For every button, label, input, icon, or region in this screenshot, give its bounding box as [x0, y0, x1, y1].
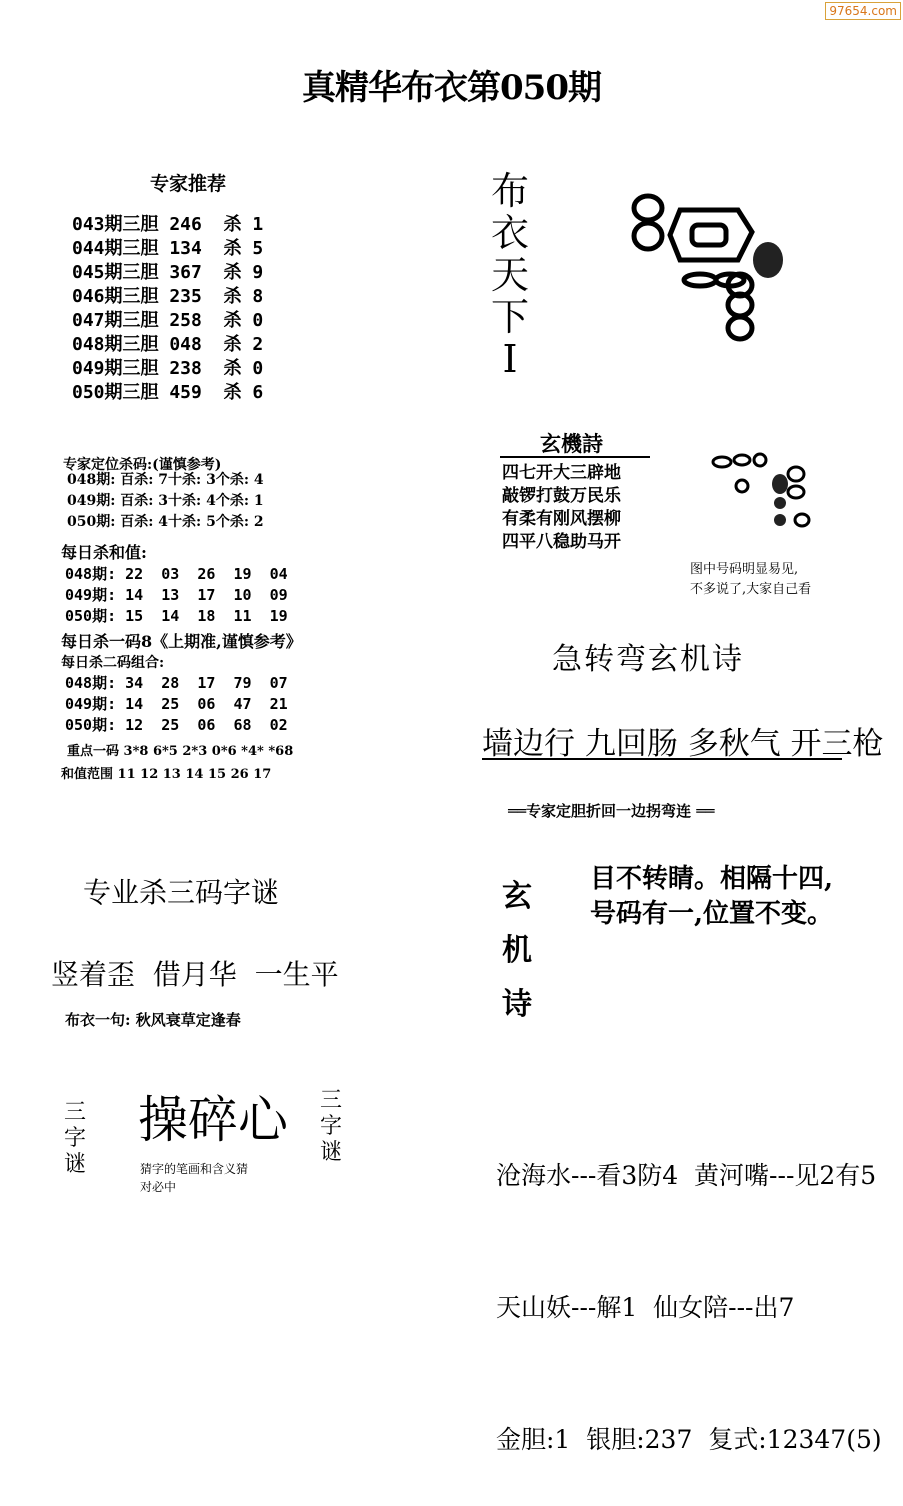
bottom-line: 天山妖---解1 仙女陪---出7	[496, 1293, 795, 1322]
expert-heading: 专家推荐	[150, 173, 227, 195]
buyi-char: 布	[490, 169, 529, 213]
sum-rows	[65, 564, 288, 627]
dingdan-line-1: 目不转睛。相隔十四,	[590, 864, 834, 894]
one-code: 每日杀一码8《上期准,谨慎参考》	[61, 632, 302, 651]
jizhuan-heading: 急转弯玄机诗	[552, 642, 744, 677]
clue-drawing-large	[620, 180, 790, 350]
xuanji-small-lines	[502, 462, 621, 554]
positional-heading: 专家定位杀码:(谨慎参考)	[63, 457, 222, 473]
positional-rows	[67, 470, 264, 533]
expert-row: 046期三胆 235 杀 8	[72, 286, 264, 307]
two-code-row: 049期: 14 25 06 47 21	[65, 695, 288, 713]
bottom-lines	[496, 1066, 882, 1506]
key-code: 重点一码 3*8 6*5 2*3 0*6 *4* *68	[67, 744, 294, 759]
xuanji-line: 四平八稳助马开	[502, 532, 621, 552]
dingdan-char: 玄	[502, 879, 532, 914]
two-code-heading: 每日杀二码组合:	[61, 655, 165, 671]
positional-row: 050期: 百杀: 4十杀: 5个杀: 2	[67, 514, 264, 530]
xuanji-line: 有柔有刚风摆柳	[502, 509, 621, 529]
expert-row: 049期三胆 238 杀 0	[72, 358, 264, 379]
bottom-line: 沧海水---看3防4 黄河嘴---见2有5	[496, 1161, 877, 1190]
expert-row: 043期三胆 246 杀 1	[72, 214, 264, 235]
expert-panel	[60, 165, 360, 415]
riddle-hint-2: 对必中	[140, 1180, 177, 1194]
dingdan-heading: ══专家定胆折回一边拐弯连 ══	[508, 802, 715, 820]
bottom-line: 金胆:1 银胆:237 复式:12347(5)	[496, 1425, 882, 1454]
buyi-char: 衣	[490, 211, 529, 255]
riddle-hint-1: 猜字的笔画和含义猜	[140, 1162, 249, 1176]
two-code-rows	[65, 673, 288, 736]
jizhuan-phrase: 墙边行 九回肠 多秋气 开三枪	[482, 726, 884, 762]
sum-row: 050期: 15 14 18 11 19	[65, 607, 288, 625]
buyi-char: I	[502, 337, 518, 381]
dingdan-char: 诗	[502, 987, 532, 1022]
expert-row: 050期三胆 459 杀 6	[72, 382, 264, 403]
buyi-char: 天	[490, 253, 529, 297]
buyi-char: 下	[490, 295, 529, 339]
clue-drawing-small	[700, 448, 820, 538]
xuanji-line: 四七开大三辟地	[502, 463, 621, 483]
positional-panel	[55, 448, 365, 788]
xuanji-line: 敲锣打鼓万民乐	[502, 486, 621, 506]
dingdan-vertical	[500, 870, 534, 1032]
riddle-big-answer: 操碎心	[138, 1091, 288, 1149]
sum-heading: 每日杀和值:	[61, 543, 147, 562]
dingdan-char: 机	[502, 933, 532, 968]
page-title: 真精华布衣第050期	[302, 68, 601, 108]
expert-row: 047期三胆 258 杀 0	[72, 310, 264, 331]
two-code-row: 050期: 12 25 06 68 02	[65, 716, 288, 734]
riddle-left-side: 三字谜	[64, 1100, 87, 1177]
sum-row: 048期: 22 03 26 19 04	[65, 565, 288, 583]
xuanji-small-rule	[500, 456, 650, 458]
xuanji-small-heading: 玄機詩	[540, 431, 603, 456]
riddle-one-line: 布衣一句: 秋风衰草定逢春	[65, 1011, 241, 1029]
sum-range: 和值范围 11 12 13 14 15 26 17	[61, 767, 272, 782]
dingdan-line-2: 号码有一,位置不变。	[590, 899, 834, 929]
buyi-vertical-title	[490, 170, 530, 380]
sum-row: 049期: 14 13 17 10 09	[65, 586, 288, 604]
expert-row: 044期三胆 134 杀 5	[72, 238, 264, 259]
clue-note-2: 不多说了,大家自己看	[690, 582, 812, 597]
positional-row: 048期: 百杀: 7十杀: 3个杀: 4	[67, 472, 264, 488]
site-watermark: 97654.com	[825, 2, 901, 20]
riddle-right-side: 三字谜	[320, 1088, 343, 1165]
two-code-row: 048期: 34 28 17 79 07	[65, 674, 288, 692]
clue-note-1: 图中号码明显易见,	[690, 562, 799, 577]
expert-rows	[72, 213, 263, 405]
positional-row: 049期: 百杀: 3十杀: 4个杀: 1	[67, 493, 264, 509]
riddle-heading: 专业杀三码字谜	[83, 876, 280, 909]
expert-row: 045期三胆 367 杀 9	[72, 262, 264, 283]
riddle-panel	[45, 855, 375, 1055]
jizhuan-underline	[482, 758, 842, 760]
riddle-phrase: 竖着歪 借月华 一生平	[51, 958, 339, 991]
expert-row: 048期三胆 048 杀 2	[72, 334, 264, 355]
